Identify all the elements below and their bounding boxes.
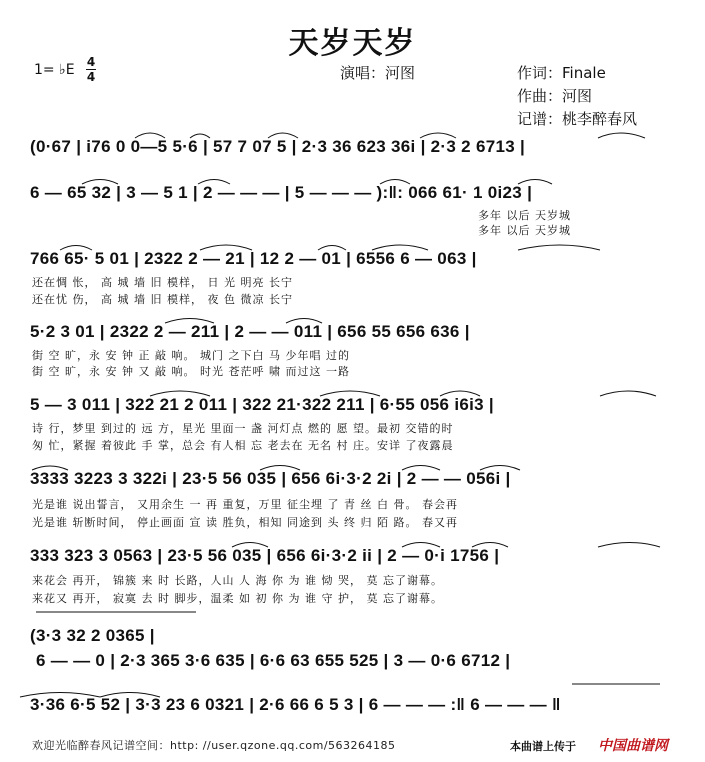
lyricist-credit: 作词：Finale (517, 64, 606, 82)
lyric-row-6-verse-1: 光是谁 说出誓言， 又用余生 一 再 重复，万里 征尘埋 了 青 丝 白 骨。 春会再 (32, 498, 458, 511)
singer-credit: 演唱：河图 (340, 64, 416, 82)
lyric-row-3-verse-1: 还在惆 怅， 高 城 墙 旧 模样， 日 光 明亮 长宁 (32, 276, 293, 289)
lyric-row-3-verse-2: 还在忧 伤， 高 城 墙 旧 模样， 夜 色 微凉 长宁 (32, 293, 293, 306)
notation-row-5: 5 — 3 011 | 322 21 2 011 | 322 21·322 211 | 6·55 056 i6i3 | (30, 395, 494, 414)
composer-credit: 作曲：河图 (517, 87, 593, 105)
lyric-row-7-verse-2: 来花又 再开， 寂寞 去 时 脚步，温柔 如 初 你 为 谁 守 护， 莫 忘了谢幕。 (32, 592, 443, 605)
lyric-row-2-verse-2: 多年 以后 天岁城 (478, 224, 571, 237)
lyric-row-2-verse-1: 多年 以后 天岁城 (478, 209, 571, 222)
site-logo[interactable]: 中国曲谱网 (598, 738, 668, 754)
notation-row-10: 3·36 6·5 52 | 3·3 23 6 0321 | 2·6 66 6 5 3 | 6 — — — :‖ 6 — — — ‖ (30, 695, 561, 714)
lyric-row-4-verse-2: 街 空 旷，永 安 钟 又 敲 响。 时光 苍茫呼 啸 而过这 一路 (32, 365, 350, 378)
lyric-row-4-verse-1: 街 空 旷，永 安 钟 正 敲 响。 城门 之下白 马 少年唱 过的 (32, 349, 350, 362)
page-title: 天岁天岁 (288, 26, 417, 61)
time-signature-bottom: 4 (86, 70, 96, 84)
footer-credit: 欢迎光临醉春风记谱空间：http: //user.qzone.qq.com/563264185 (32, 739, 396, 752)
lyric-row-5-verse-2: 匆 忙，紧握 着彼此 手 掌，总会 有人相 忘 老去在 无名 村 庄。安详 了夜露晨 (32, 439, 454, 452)
notation-row-6: 3333 3223 3 322i | 23·5 56 035 | 656 6i·3·2 2i | 2 — — 056i | (30, 469, 511, 488)
notation-row-2: 6 — 65 32 | 3 — 5 1 | 2 — — — | 5 — — — ):‖: 066 61· 1 0i23 | (30, 183, 533, 202)
key-signature: 1= ♭E (34, 62, 75, 78)
notation-row-9: 6 — — 0 | 2·3 365 3·6 635 | 6·6 63 655 525 | 3 — 0·6 6712 | (36, 651, 511, 670)
footer-upload-note: 本曲谱上传于 (510, 740, 576, 753)
lyric-row-7-verse-1: 来花会 再开， 锦簇 来 时 长路，人山 人 海 你 为 谁 恸 哭， 莫 忘了谢幕。 (32, 574, 443, 587)
notation-row-3: 766 65· 5 01 | 2322 2 — 21 | 12 2 — 01 | 6556 6 — 063 | (30, 249, 477, 268)
lyric-row-6-verse-2: 光是谁 斩断时间， 停止画面 宣 读 胜负，相知 同途到 头 终 归 陌 路。 春又再 (32, 516, 458, 529)
transcriber-credit: 记谱：桃李醉春风 (517, 110, 638, 128)
notation-row-7: 333 323 3 0563 | 23·5 56 035 | 656 6i·3·2 ii | 2 — 0·i 1756 | (30, 546, 500, 565)
notation-row-4: 5·2 3 01 | 2322 2 — 211 | 2 — — 011 | 656 55 656 636 | (30, 322, 470, 341)
time-signature-top: 4 (86, 55, 96, 69)
notation-row-8: (3·3 32 2 0365 | (30, 626, 155, 645)
lyric-row-5-verse-1: 诗 行，梦里 到过的 远 方，星光 里面一 盏 河灯点 燃的 愿 望。最初 交错的时 (32, 422, 454, 435)
notation-row-1: (0·67 | i76 0 0—5 5·6 | 57 7 07 5 | 2·3 36 623 36i | 2·3 2 6713 | (30, 137, 526, 156)
